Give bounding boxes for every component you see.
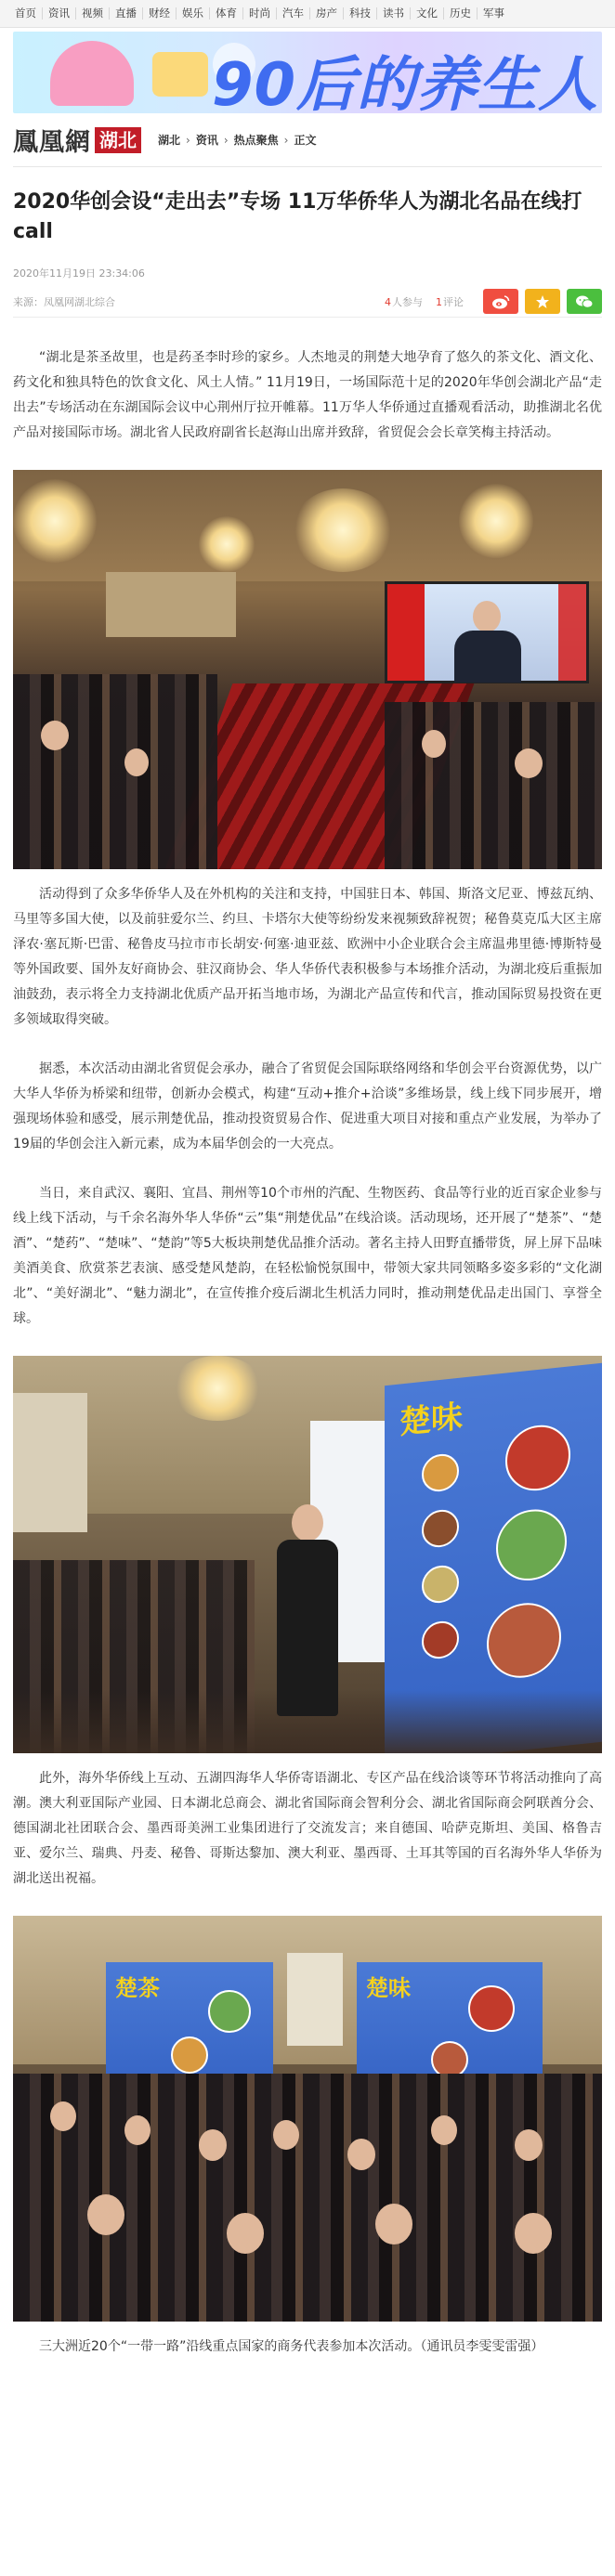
breadcrumb-separator-icon: › [283,133,289,147]
nav-item-sports[interactable]: 体育 [210,7,243,20]
conference-hall-photo [13,470,602,869]
banner-illustration-box [152,52,208,97]
article [0,188,615,2360]
nav-item-tech[interactable]: 科技 [344,7,377,20]
breadcrumb-item-news[interactable]: 资讯 [195,134,218,147]
star-icon [535,294,550,309]
panel-title: 楚味 [399,1398,463,1442]
breadcrumb-item-hubei[interactable]: 湖北 [158,134,181,147]
nav-item-history[interactable]: 历史 [444,7,478,20]
audience-photo [13,1916,602,2322]
nav-item-video[interactable]: 视频 [76,7,110,20]
participants-label: 人参与 [392,295,423,308]
logo-region: 湖北 [95,127,141,153]
breadcrumb-item-hot[interactable]: 热点聚焦 [233,134,279,147]
panel-right-title: 楚味 [366,1974,411,2001]
nav-item-auto[interactable]: 汽车 [277,7,310,20]
article-time: 2020年11月19日 23:34:06 [13,267,145,280]
article-stats [385,289,602,314]
article-body [13,345,602,2360]
ad-banner[interactable] [13,32,602,113]
weibo-share-button[interactable] [483,289,518,314]
speaker-exhibition-photo [13,1356,602,1753]
article-paragraph: 当日，来自武汉、襄阳、宜昌、荆州等10个市州的汽配、生物医药、食品等行业的近百家企业参与线上线下活动，与千余名海外华人华侨“云”集“荆楚优品”在线洽谈。活动现场，还开展了“楚茶”、“楚酒”、“楚药”、“楚味”、“楚韵”等5大板块荆楚优品推介活动。著名主持人田野直播带货，屏上屏下品味美酒美食、欣赏茶艺表演、感受楚风楚韵，在轻松愉悦氛围中，带领大家共同领略多姿多彩的“文化湖北”、“美好湖北”、“魅力湖北”，在宣传推介疫后湖北生机活力同时，推动荆楚优品走出国门、享誉全球。 [13,1186,602,1326]
breadcrumb-separator-icon: › [186,133,190,147]
nav-item-home[interactable]: 首页 [9,7,43,20]
nav-item-culture[interactable]: 文化 [411,7,444,20]
comments-stat[interactable] [436,294,464,309]
nav-item-news[interactable]: 资讯 [43,7,76,20]
article-paragraph: “湖北是茶圣故里，也是药圣李时珍的家乡。人杰地灵的荆楚大地孕育了悠久的茶文化、酒文化、药文化和独具特色的饮食文化、风土人情。” 11月19日，一场国际范十足的2020年华创会湖北产品“走出去”专场活动在东湖国际会议中心荆州厅拉开帷幕。11万华人华侨通过直播观看活动，助推湖北名优产品对接国际市场。湖北省人民政府副省长赵海山出席并致辞，省贸促会会长章笑梅主持活动。 [13,350,602,440]
top-nav [0,0,615,28]
comments-count: 1 [436,295,442,308]
site-logo[interactable] [13,122,141,158]
wechat-icon [575,294,594,309]
banner-text: 90后的养生人 [211,51,598,113]
nav-item-house[interactable]: 房产 [310,7,344,20]
logo-text: 鳳凰網 [13,128,91,157]
article-paragraph: 据悉，本次活动由湖北省贸促会承办，融合了省贸促会国际联络网络和华创会平台资源优势，以广大华人华侨为桥梁和纽带，创新办会模式，构建“互动+推介+洽谈”多维场景，线上线下同步展开，增强现场体验和感受，展示荆楚优品，推动投资贸易合作、促进重大项目对接和重点产业发展，为举办了19届的华创会注入新元素，成为本届华创会的一大亮点。 [13,1061,602,1151]
wechat-share-button[interactable] [567,289,602,314]
breadcrumb-separator-icon: › [223,133,229,147]
article-meta-row [13,286,602,318]
nav-item-fashion[interactable]: 时尚 [243,7,277,20]
nav-item-entertainment[interactable]: 娱乐 [177,7,210,20]
weibo-icon [491,294,510,309]
photo-caption: 三大洲近20个“一带一路”沿线重点国家的商务代表参加本次活动。（通讯员李雯雯雷强） [39,2339,544,2354]
participants-stat[interactable] [385,294,423,309]
breadcrumb [158,132,317,148]
article-paragraph: 此外，海外华侨线上互动、五湖四海华人华侨寄语湖北、专区产品在线洽谈等环节将活动推向了高潮。澳大利亚国际产业园、日本湖北总商会、湖北省国际商会智利分会、湖北省国际商会阿联酋分会、德国湖北社团联合会、墨西哥美洲工业集团进行了交流发言；来自德国、哈萨克斯坦、美国、格鲁吉亚、爱尔兰、瑞典、丹麦、秘鲁、哥斯达黎加、澳大利亚、墨西哥、土耳其等国的百名海外华人华侨为湖北送出祝福。 [13,1771,602,1886]
site-header [13,113,602,167]
favorite-button[interactable] [525,289,560,314]
nav-item-live[interactable]: 直播 [110,7,143,20]
article-source: 来源：凤凰网湖北综合 [13,295,115,308]
nav-item-finance[interactable]: 财经 [143,7,177,20]
nav-item-military[interactable]: 军事 [483,7,504,20]
participants-count: 4 [385,295,391,308]
article-paragraph: 活动得到了众多华侨华人及在外机构的关注和支持，中国驻日本、韩国、斯洛文尼亚、博兹瓦纳、马里等多国大使，以及前驻爱尔兰、约旦、卡塔尔大使等纷纷发来视频致辞祝贺；秘鲁莫克瓜大区主席泽农·塞瓦斯·巴雷、秘鲁皮马拉市市长胡安·何塞·迪亚兹、欧洲中小企业联合会主席温弗里德·博斯特曼等外国政要、国外友好商协会、驻汉商协会、华人华侨代表积极参与本场推介活动，为湖北疫后重振加油鼓劲，表示将全力支持湖北优质产品开拓当地市场，为湖北产品宣传和代言，推动国际贸易投资在更多领域取得突破。 [13,887,602,1027]
nav-item-books[interactable]: 读书 [377,7,411,20]
panel-left-title: 楚茶 [115,1974,160,2001]
banner-illustration-figure [50,41,134,106]
breadcrumb-item-current: 正文 [294,134,317,147]
comments-label: 评论 [443,295,464,308]
article-title: 2020华创会设“走出去”专场 11万华侨华人为湖北名品在线打call [13,190,582,243]
